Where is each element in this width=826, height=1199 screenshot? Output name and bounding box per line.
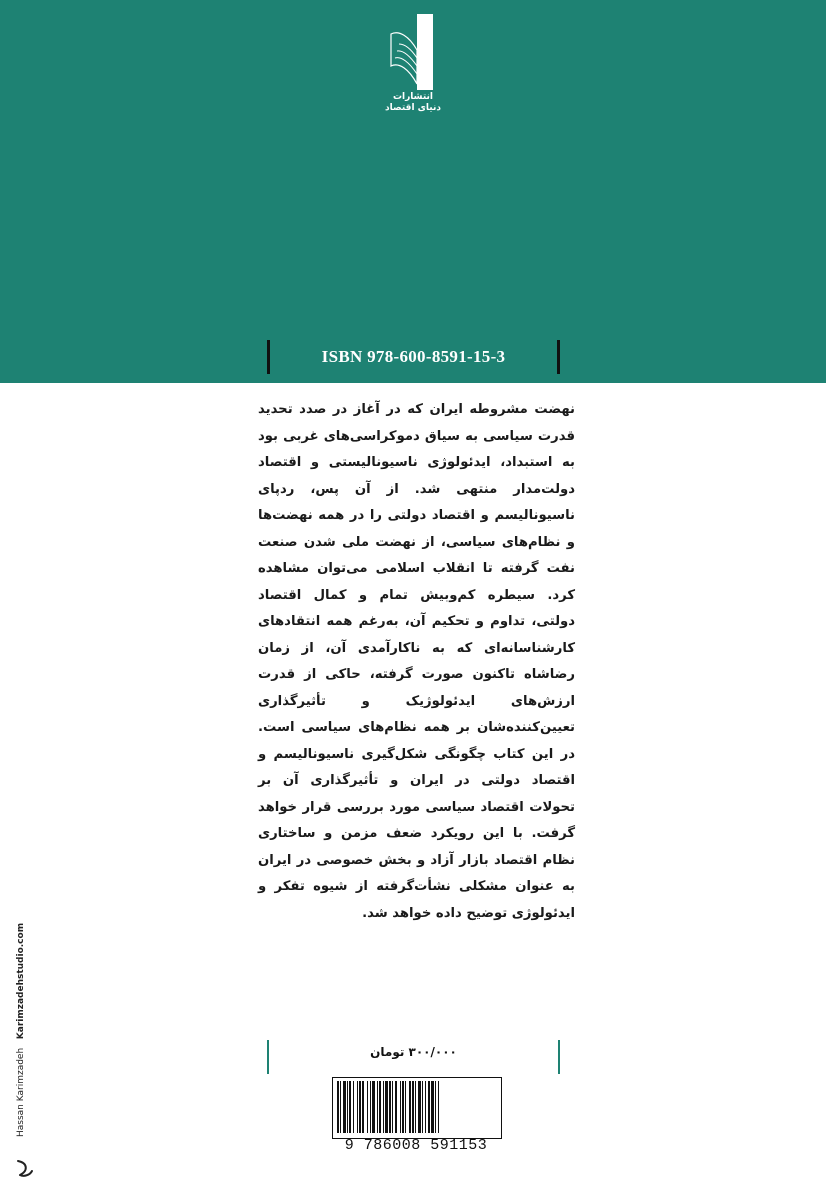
cover-top-band [0,0,826,383]
designer-name: Hassan Karimzadeh [16,1047,26,1137]
barcode-bars [333,1078,499,1136]
barcode-bar [357,1081,358,1133]
barcode-bar [353,1081,354,1133]
barcode-bar [409,1081,411,1133]
price-right-rule [558,1040,560,1074]
barcode-bar [395,1081,397,1133]
barcode-bar [377,1081,378,1133]
barcode-bar [347,1081,348,1133]
designer-signature-icon [14,1157,36,1179]
barcode-bar [428,1081,430,1133]
barcode-bar [418,1081,421,1133]
book-description: نهضت مشروطه ایران که در آغاز در صدد تحدید قدرت سیاسی به سیاق دموکراسی‌های غربی بود به استبداد، ایدئولوژی ناسیونالیستی و اقتصاد دولت‌مدار منتهی شد. از آن پس، ردپای ناسیونالیسم و اقتصاد دولتی را در همه نهضت‌ها و نظام‌های سیاسی، از نهضت ملی شدن صنعت نفت گرفته تا انقلاب اسلامی می‌توان مشاهده کرد. سیطره کم‌وبیش تمام و کمال اقتصاد دولتی، تداوم و تحکیم آن، به‌رغم همه انتقادهای کارشناسانه‌ای که به ناکارآمدی آن، از زمان رضاشاه تاکنون صورت گرفته، حاکی از قدرت ارزش‌های ایدئولوژیک و تأثیرگذاری تعیین‌کننده‌شان بر همه نظام‌های سیاسی است. در این کتاب چگونگی شکل‌گیری ناسیونالیسم و اقتصاد دولتی در ایران و تأثیرگذاری آن بر تحولات اقتصاد سیاسی مورد بررسی قرار خواهد گرفت. با این رویکرد ضعف مزمن و ساختاری نظام اقتصاد بازار آزاد و بخش خصوصی در ایران به عنوان مشکلی نشأت‌گرفته از شیوه تفکر و ایدئولوژی توضیح داده خواهد شد. [258,402,575,921]
barcode-bar [400,1081,401,1133]
barcode-bar [402,1081,404,1133]
publisher-logo [385,14,441,124]
publisher-name-line1: انتشارات [392,92,433,102]
barcode-bar [405,1081,406,1133]
barcode-bar [385,1081,388,1133]
barcode-bar [422,1081,423,1133]
barcode-bar [367,1081,368,1133]
price-label: ۳۰۰/۰۰۰ تومان [370,1045,457,1059]
barcode-digits: 9 786008 591153 [344,1137,488,1154]
designer-site: Karimzadehstudio.com [16,922,26,1040]
isbn-bar [267,340,560,374]
publisher-name [385,92,441,114]
barcode-bar [383,1081,384,1133]
barcode-bar [340,1081,341,1133]
barcode-bar [435,1081,436,1133]
barcode-bar [372,1081,375,1133]
barcode [332,1077,502,1139]
barcode-bar [389,1081,391,1133]
barcode-bar [359,1081,361,1133]
isbn-right-rule [557,340,560,374]
barcode-bar [362,1081,364,1133]
barcode-bar [370,1081,371,1133]
barcode-bar [412,1081,414,1133]
barcode-bar [425,1081,426,1133]
barcode-bar [349,1081,351,1133]
barcode-bar [392,1081,393,1133]
isbn-number: ISBN 978-600-8591-15-3 [321,347,506,366]
open-book-icon [387,14,439,90]
barcode-bar [343,1081,346,1133]
barcode-bar [438,1081,439,1133]
designer-credit [8,922,42,1185]
barcode-bar [379,1081,381,1133]
publisher-name-line2: دنیای اقتصاد [385,103,441,113]
barcode-bar [431,1081,434,1133]
designer-credit-text [16,917,30,1137]
barcode-bar [337,1081,339,1133]
barcode-bar [415,1081,416,1133]
